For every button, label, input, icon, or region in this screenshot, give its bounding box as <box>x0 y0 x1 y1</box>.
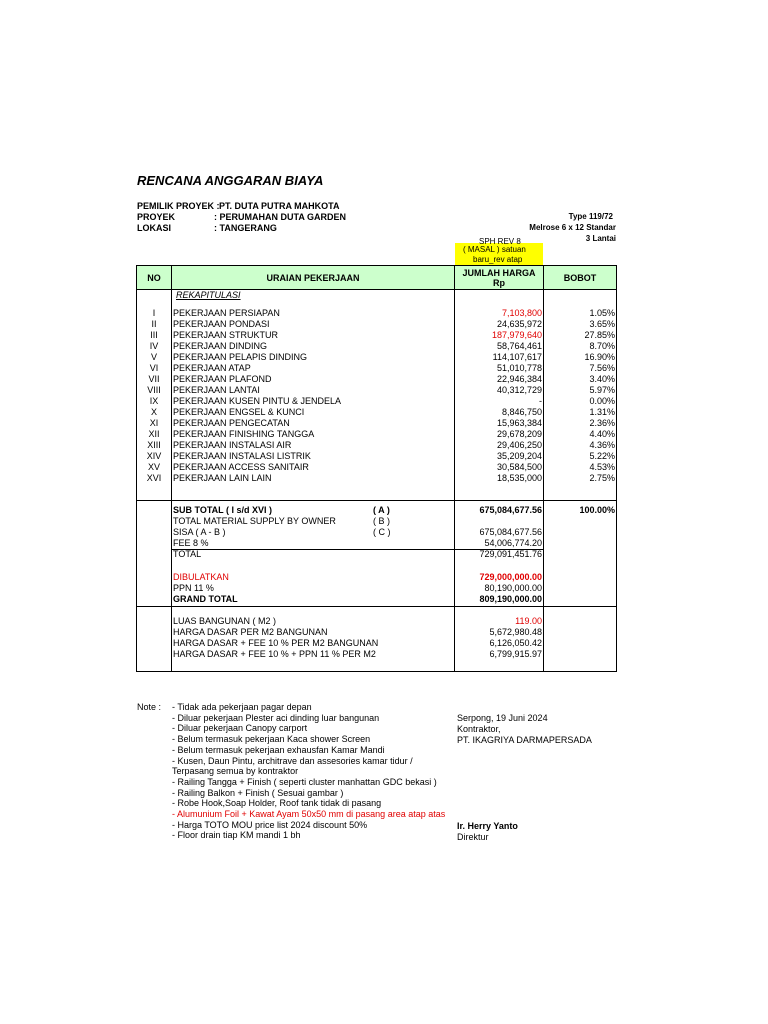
col-price-header <box>455 266 543 289</box>
grid-line <box>136 500 617 501</box>
total-label: TOTAL <box>173 549 202 559</box>
row-no: II <box>151 319 157 329</box>
signature-place-date: Serpong, 19 Juni 2024 <box>457 713 548 723</box>
sisa-code: ( C ) <box>373 527 391 537</box>
page-title: RENCANA ANGGARAN BIAYA <box>137 173 324 188</box>
yellow-note-2: baru_rev atap <box>473 255 523 264</box>
row-no: XIV <box>146 451 162 461</box>
grand-total-label: GRAND TOTAL <box>173 594 238 604</box>
row-weight: 5.97% <box>589 385 615 395</box>
house-type: Type 119/72 <box>568 212 613 221</box>
row-weight: 4.36% <box>589 440 615 450</box>
row-price: 51,010,778 <box>496 363 542 373</box>
owner-supply-code: ( B ) <box>373 516 390 526</box>
note-item: - Diluar pekerjaan Canopy carport <box>172 723 308 734</box>
row-price: 8,846,750 <box>501 407 542 417</box>
row-desc: PEKERJAAN LAIN LAIN <box>173 473 272 483</box>
row-price: 35,209,204 <box>496 451 542 461</box>
rounded-label: DIBULATKAN <box>173 572 229 582</box>
ppn-m2-label: HARGA DASAR + FEE 10 % + PPN 11 % PER M2 <box>173 649 376 659</box>
sisa-label: SISA ( A - B ) <box>173 527 226 537</box>
row-price: 18,535,000 <box>496 473 542 483</box>
subtotal-code: ( A ) <box>373 505 390 515</box>
row-price: 29,406,250 <box>496 440 542 450</box>
fee-m2-value: 6,126,050.42 <box>489 638 542 648</box>
row-no: VII <box>148 374 160 384</box>
row-price: 15,963,384 <box>496 418 542 428</box>
owner-supply-label: TOTAL MATERIAL SUPPLY BY OWNER <box>173 516 336 526</box>
area-value: 119.00 <box>515 616 542 626</box>
row-no: I <box>152 308 156 318</box>
project-value: : PERUMAHAN DUTA GARDEN <box>214 212 346 222</box>
signature-name: Ir. Herry Yanto <box>457 821 518 831</box>
row-weight: 4.53% <box>589 462 615 472</box>
yellow-note-1: ( MASAL ) satuan <box>463 245 526 254</box>
row-desc: PEKERJAAN ATAP <box>173 363 251 373</box>
signature-company: PT. IKAGRIYA DARMAPERSADA <box>457 735 592 745</box>
row-price: 29,678,209 <box>496 429 542 439</box>
row-price: 24,635,972 <box>496 319 542 329</box>
fee-label: FEE 8 % <box>173 538 209 548</box>
row-weight: 0.00% <box>589 396 615 406</box>
ppn-label: PPN 11 % <box>173 583 214 593</box>
row-no: XVI <box>146 473 162 483</box>
row-desc: PEKERJAAN PONDASI <box>173 319 270 329</box>
row-desc: PEKERJAAN PLAFOND <box>173 374 272 384</box>
house-floors: 3 Lantai <box>585 234 616 243</box>
row-no: XII <box>148 429 160 439</box>
row-desc: PEKERJAAN PELAPIS DINDING <box>173 352 308 362</box>
row-weight: 5.22% <box>589 451 615 461</box>
house-model: Melrose 6 x 12 Standar <box>529 223 616 232</box>
note-item: - Diluar pekerjaan Plester aci dinding luar bangunan <box>172 712 380 723</box>
col-desc-header: URAIAN PEKERJAAN <box>172 266 454 289</box>
row-price: 30,584,500 <box>496 462 542 472</box>
row-desc: PEKERJAAN ACCESS SANITAIR <box>173 462 309 472</box>
subtotal-label: SUB TOTAL ( I s/d XVI ) <box>173 505 273 515</box>
row-weight: 3.65% <box>589 319 615 329</box>
row-no: IX <box>149 396 159 406</box>
location-label: LOKASI <box>137 223 172 233</box>
row-price: 58,764,461 <box>496 341 542 351</box>
sph-label: SPH REV 8 <box>479 237 521 246</box>
row-price: 114,107,617 <box>492 352 542 362</box>
row-weight: 4.40% <box>589 429 615 439</box>
row-desc: PEKERJAAN ENGSEL & KUNCI <box>173 407 305 417</box>
section-label: REKAPITULASI <box>176 290 241 300</box>
grid-line <box>136 606 617 607</box>
total-value: 729,091,451.76 <box>479 549 542 559</box>
row-weight: 8.70% <box>589 341 615 351</box>
row-weight: 1.31% <box>589 407 615 417</box>
owner-label: PEMILIK PROYEK : <box>137 201 220 211</box>
note-item: - Tidak ada pekerjaan pagar depan <box>172 702 312 712</box>
row-weight: 16.90% <box>584 352 615 362</box>
col-weight-header: BOBOT <box>544 266 616 289</box>
row-no: V <box>150 352 157 362</box>
row-desc: PEKERJAAN KUSEN PINTU & JENDELA <box>173 396 342 406</box>
col-no-header: NO <box>137 266 171 289</box>
row-weight: 2.75% <box>589 473 615 483</box>
row-desc: PEKERJAAN LANTAI <box>173 385 260 395</box>
note-item: - Railing Tangga + Finish ( seperti cluster manhattan GDC bekasi ) <box>172 776 437 787</box>
row-no: X <box>150 407 157 417</box>
signature-role: Kontraktor, <box>457 724 501 734</box>
row-desc: PEKERJAAN FINISHING TANGGA <box>173 429 315 439</box>
note-item: - Robe Hook,Soap Holder, Roof tank tidak di pasang <box>172 798 382 809</box>
row-desc: PEKERJAAN INSTALASI AIR <box>173 440 292 450</box>
signature-title: Direktur <box>457 832 489 842</box>
row-desc: PEKERJAAN INSTALASI LISTRIK <box>173 451 311 461</box>
base-m2-value: 5,672,980.48 <box>489 627 542 637</box>
note-item: Terpasang semua by kontraktor <box>172 766 299 777</box>
note-item: - Alumunium Foil + Kawat Ayam 50x50 mm di pasang area atap atas <box>172 809 446 819</box>
row-no: XI <box>149 418 159 428</box>
row-no: VI <box>149 363 159 373</box>
row-price: 40,312,729 <box>496 385 542 395</box>
sisa-value: 675,084,677.56 <box>479 527 542 537</box>
project-label: PROYEK <box>137 212 176 222</box>
subtotal-value: 675,084,677.56 <box>479 505 542 515</box>
row-price: 7,103,800 <box>501 308 542 318</box>
row-desc: PEKERJAAN DINDING <box>173 341 268 351</box>
note-item: - Kusen, Daun Pintu, architrave dan assesories kamar tidur / <box>172 755 413 766</box>
note-item: - Belum termasuk pekerjaan exhausfan Kamar Mandi <box>172 744 385 755</box>
row-weight: 7.56% <box>589 363 615 373</box>
row-weight: 27.85% <box>584 330 615 340</box>
note-item: - Railing Balkon + Finish ( Sesuai gambar ) <box>172 787 344 798</box>
grid-line <box>171 265 172 672</box>
note-item: - Floor drain tiap KM mandi 1 bh <box>172 830 301 841</box>
area-label: LUAS BANGUNAN ( M2 ) <box>173 616 277 626</box>
fee-value: 54,006,774.20 <box>484 538 542 548</box>
row-no: XV <box>147 462 160 472</box>
row-no: IV <box>149 341 159 351</box>
col-price-header-line1: JUMLAH HARGA <box>462 267 536 278</box>
row-desc: PEKERJAAN PENGECATAN <box>173 418 290 428</box>
base-m2-label: HARGA DASAR PER M2 BANGUNAN <box>173 627 328 637</box>
row-no: III <box>150 330 158 340</box>
location-value: : TANGERANG <box>214 223 277 233</box>
ppn-m2-value: 6,799,915.97 <box>489 649 542 659</box>
row-price: - <box>539 396 542 406</box>
notes-label: Note : <box>137 702 162 712</box>
col-price-header-line2: Rp <box>493 277 505 288</box>
ppn-value: 80,190,000.00 <box>484 583 542 593</box>
row-price: 187,979,640 <box>491 330 542 340</box>
owner-value: PT. DUTA PUTRA MAHKOTA <box>219 201 340 211</box>
subtotal-weight: 100.00% <box>579 505 615 515</box>
row-price: 22,946,384 <box>496 374 542 384</box>
note-item: - Harga TOTO MOU price list 2024 discount 50% <box>172 819 368 830</box>
row-desc: PEKERJAAN PERSIAPAN <box>173 308 280 318</box>
row-weight: 1.05% <box>589 308 615 318</box>
rounded-value: 729,000,000.00 <box>479 572 542 582</box>
note-item: - Belum termasuk pekerjaan Kaca shower Screen <box>172 734 371 745</box>
row-weight: 3.40% <box>589 374 615 384</box>
grand-total-value: 809,190,000.00 <box>479 594 542 604</box>
fee-m2-label: HARGA DASAR + FEE 10 % PER M2 BANGUNAN <box>173 638 379 648</box>
row-weight: 2.36% <box>589 418 615 428</box>
row-desc: PEKERJAAN STRUKTUR <box>173 330 279 340</box>
row-no: XIII <box>147 440 161 450</box>
row-no: VIII <box>147 385 161 395</box>
